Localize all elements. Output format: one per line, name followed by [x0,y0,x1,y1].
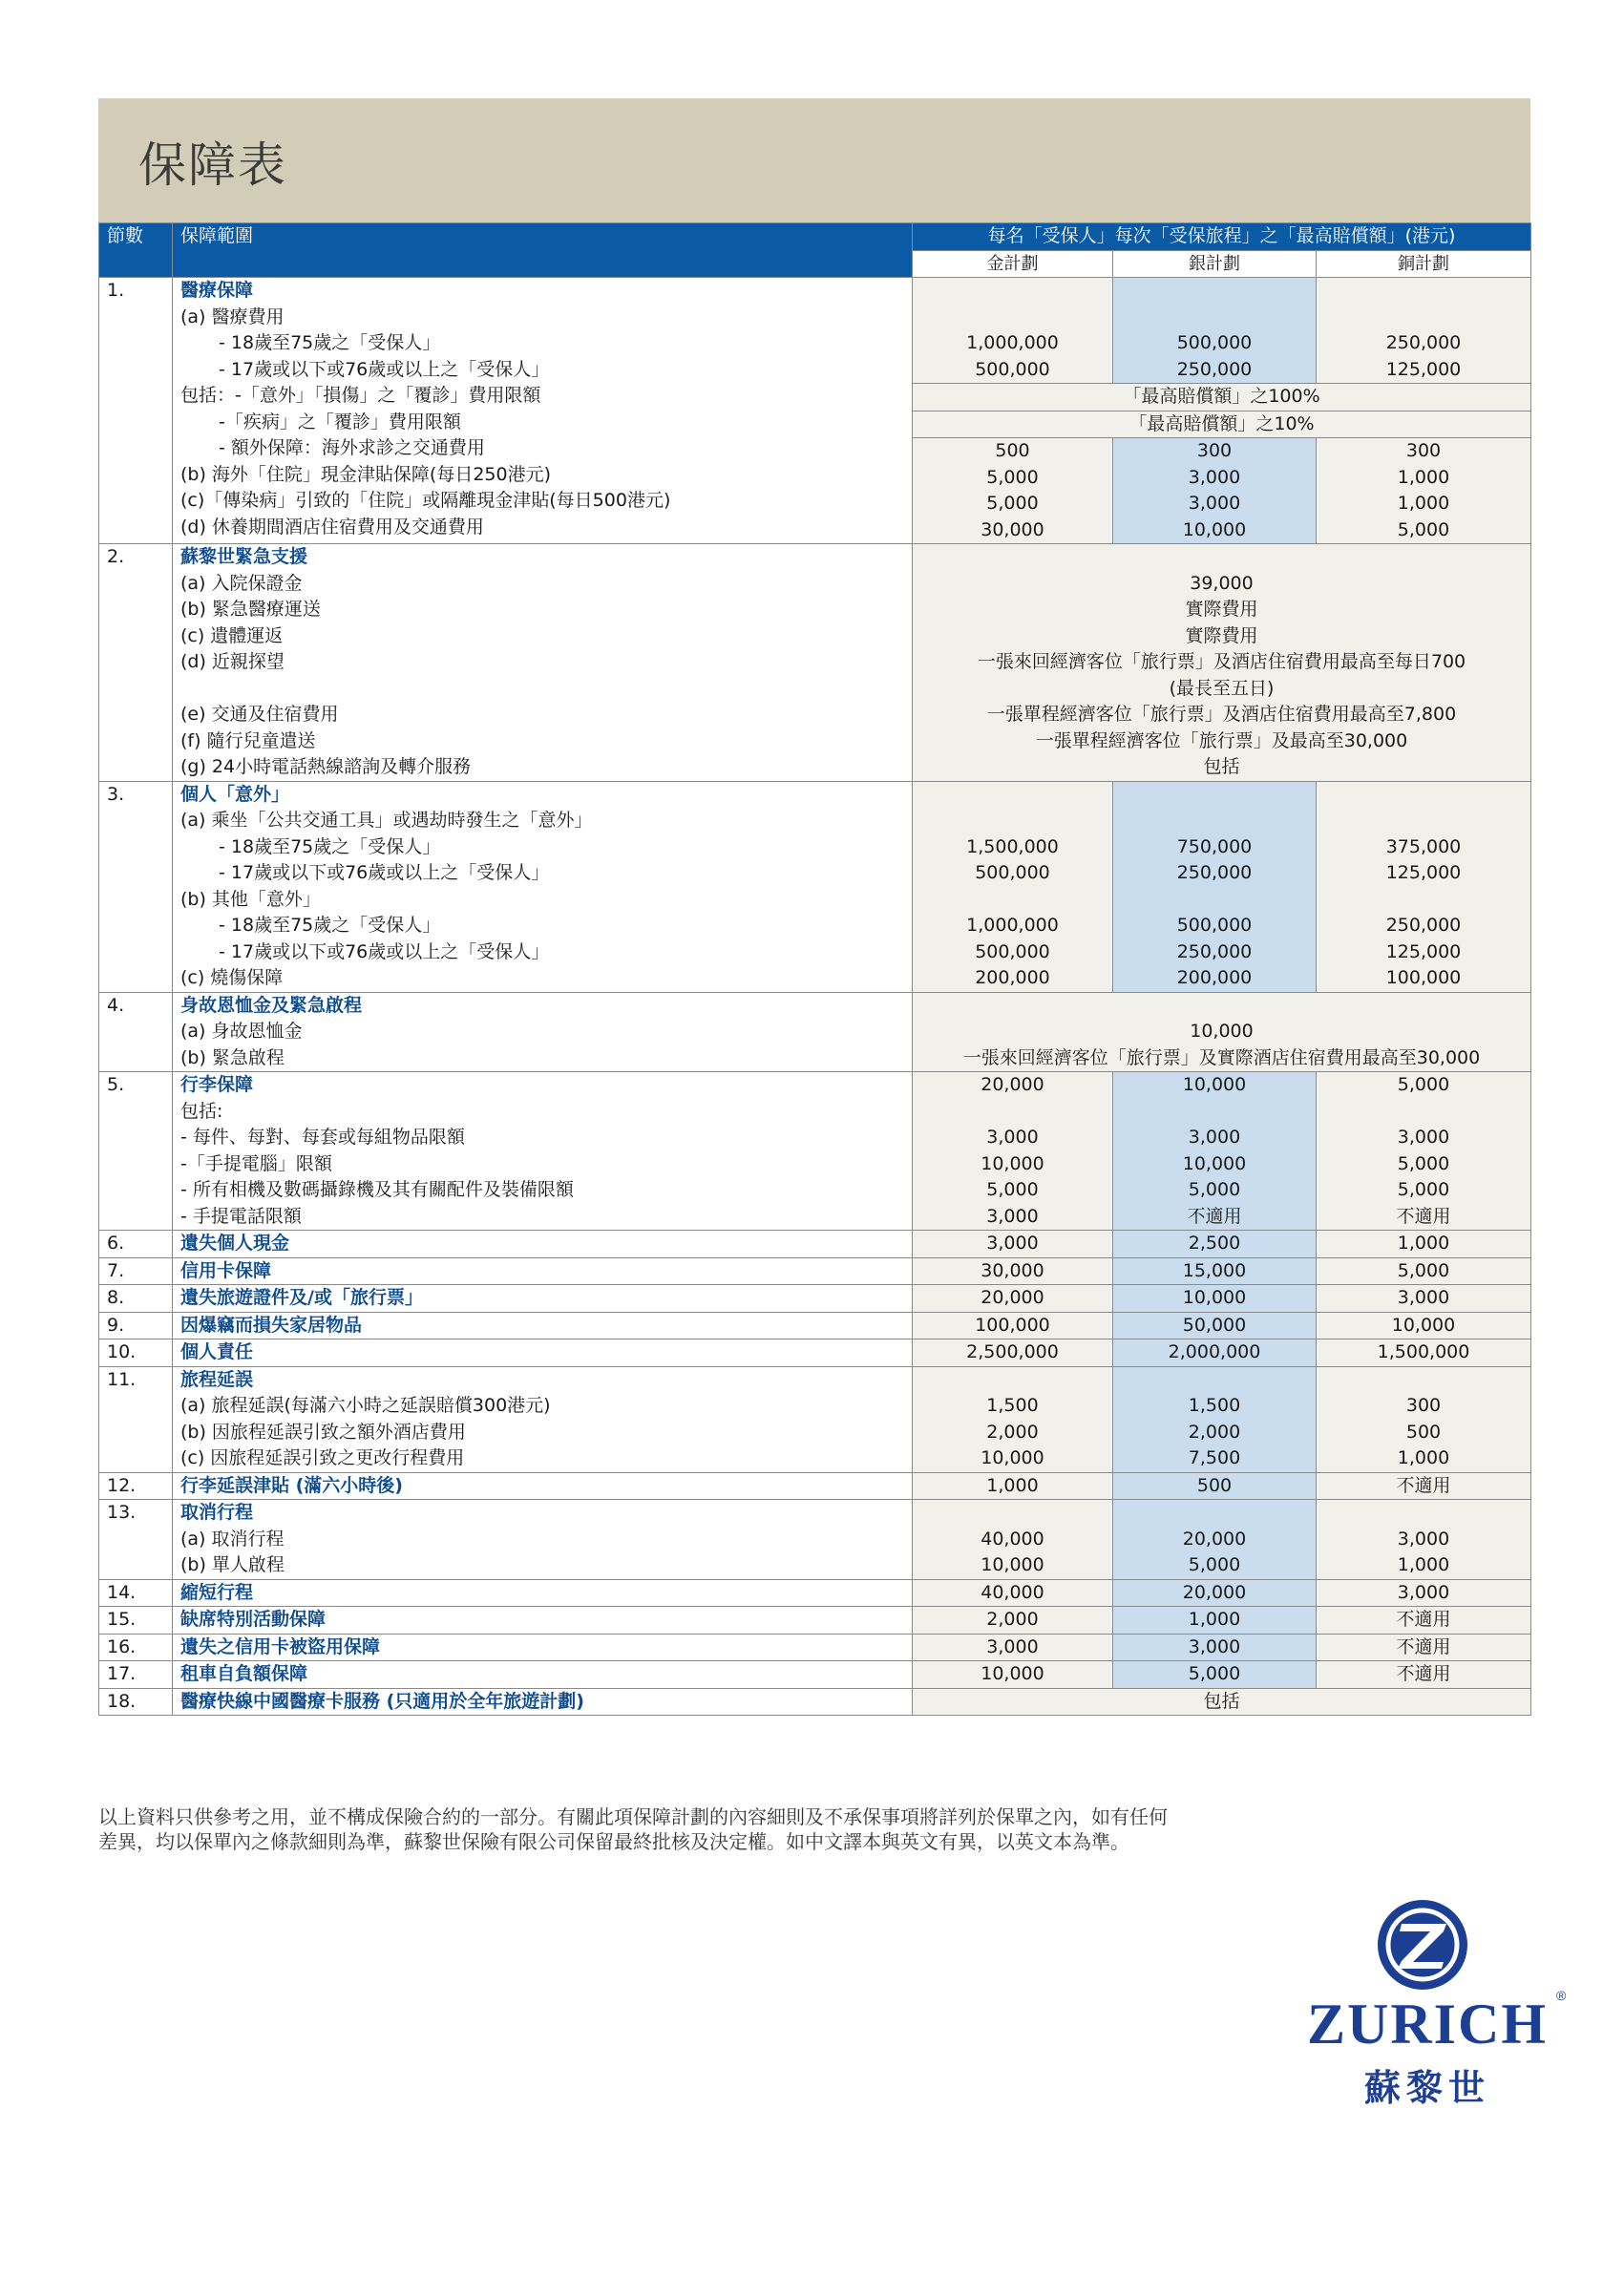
zurich-logo [1298,1895,1575,2124]
header-plan-bronze: 銅計劃 [1317,250,1531,278]
table-row [99,1231,1531,1258]
bronze-value: 300 500 1,000 [1317,1366,1531,1472]
scope-line: -「手提電腦」限額 [180,1152,332,1174]
silver-value: 2,000,000 [1113,1339,1317,1367]
silver-value: 10,000 3,000 10,000 5,000 不適用 [1113,1072,1317,1231]
gold-value: 1,000 [913,1472,1113,1500]
section-number: 10. [99,1339,173,1367]
bronze-value: 375,000 125,000 250,000 125,000 100,000 [1317,781,1531,992]
scope-line: (d) 近親探望 [180,651,285,672]
section-title: 縮短行程 [180,1581,254,1603]
footer-disclaimer [98,1804,1530,1854]
scope-line: (g) 24小時電話熱線諮詢及轉介服務 [180,756,472,777]
silver-value: 1,500 2,000 7,500 [1113,1366,1317,1472]
section-scope [173,1366,913,1472]
scope-line: (d) 休養期間酒店住宿費用及交通費用 [180,516,484,538]
scope-line: (a) 身故恩恤金 [180,1021,303,1042]
section-title: 個人責任 [180,1341,254,1362]
gold-value: 500 5,000 5,000 30,000 [913,438,1113,544]
scope-line: (e) 交通及住宿費用 [180,704,339,725]
section-scope [173,992,913,1072]
registered-mark: ® [1556,1988,1567,2003]
table-row [99,781,1531,992]
bronze-value: 5,000 [1317,1257,1531,1285]
section-number: 6. [99,1231,173,1258]
title-banner [98,98,1530,222]
section-number: 1. [99,278,173,544]
gold-value: 2,000 [913,1607,1113,1635]
scope-line: (b) 因旅程延誤引致之額外酒店費用 [180,1421,466,1443]
table-row [99,1257,1531,1285]
zurich-wordmark: ZURICH [1306,1993,1549,2056]
bronze-value: 1,000 [1317,1231,1531,1258]
silver-value: 3,000 [1113,1634,1317,1661]
bronze-value: 不適用 [1317,1634,1531,1661]
section-scope [173,278,913,544]
bronze-value: 不適用 [1317,1661,1531,1689]
section-scope [173,544,913,782]
header-max-compensation: 每名「受保人」每次「受保旅程」之「最高賠償額」(港元) [913,223,1531,251]
zurich-chinese-name: 蘇黎世 [1363,2067,1491,2109]
section-title: 信用卡保障 [180,1259,272,1281]
bronze-value: 3,000 [1317,1579,1531,1607]
header-plan-silver: 銀計劃 [1113,250,1317,278]
table-row [99,544,1531,782]
silver-value: 20,000 [1113,1579,1317,1607]
section-scope [173,1500,913,1580]
section-title: 身故恩恤金及緊急啟程 [180,994,363,1016]
scope-line: - 17歲或以下或76歲或以上之「受保人」 [219,940,550,962]
section-number: 2. [99,544,173,782]
section-number: 8. [99,1285,173,1313]
gold-value: 3,000 [913,1231,1113,1258]
scope-line: - 每件、每對、每套或每組物品限額 [180,1127,465,1148]
silver-value: 2,500 [1113,1231,1317,1258]
scope-line: - 18歲至75歲之「受保人」 [219,915,441,936]
section-title: 蘇黎世緊急支援 [180,546,308,567]
silver-value: 10,000 [1113,1285,1317,1313]
section-number: 15. [99,1607,173,1635]
scope-line: - 所有相機及數碼攝錄機及其有關配件及裝備限額 [180,1179,574,1200]
gold-value: 40,000 10,000 [913,1500,1113,1580]
section-title: 因爆竊而損失家居物品 [180,1314,363,1336]
table-row [99,1579,1531,1607]
merged-value: 39,000 實際費用 實際費用 一張來回經濟客位「旅行票」及酒店住宿費用最高至每日700 (最長至五日) 一張單程經濟客位「旅行票」及酒店住宿費用最高至7,800 一張單程經濟客位「旅行票」及最高至30,000 包括 [913,544,1531,782]
gold-value: 1,500,000 500,000 1,000,000 500,000 200,000 [913,781,1113,992]
scope-line: - 額外保障：海外求診之交通費用 [219,437,485,458]
table-row [99,992,1531,1072]
section-title: 遺失之信用卡被盜用保障 [180,1635,381,1657]
bronze-value: 3,000 [1317,1285,1531,1313]
benefits-table [98,222,1531,1716]
scope-line: (a) 旅程延誤(每滿六小時之延誤賠償300港元) [180,1395,551,1416]
silver-value: 50,000 [1113,1312,1317,1339]
scope-line: (a) 取消行程 [180,1528,285,1550]
scope-line: (b) 緊急醫療運送 [180,599,321,620]
section-title: 遺失個人現金 [180,1233,290,1254]
section-number: 18. [99,1688,173,1716]
gold-value: 1,000,000 500,000 [913,278,1113,384]
section-title: 個人「意外」 [180,783,290,805]
gold-value: 3,000 [913,1634,1113,1661]
bronze-value: 不適用 [1317,1607,1531,1635]
scope-line: (c) 遺體運返 [180,624,284,646]
bronze-value: 1,500,000 [1317,1339,1531,1367]
section-number: 13. [99,1500,173,1580]
scope-line: (b) 緊急啟程 [180,1046,285,1068]
table-row [99,1661,1531,1689]
header-section-number: 節數 [99,223,173,278]
table-row [99,1285,1531,1313]
table-row [99,1339,1531,1367]
scope-line: - 18歲至75歲之「受保人」 [219,835,441,857]
silver-value: 500 [1113,1472,1317,1500]
table-row [99,1634,1531,1661]
gold-value: 1,500 2,000 10,000 [913,1366,1113,1472]
gold-value: 2,500,000 [913,1339,1113,1367]
section-number: 9. [99,1312,173,1339]
section-number: 12. [99,1472,173,1500]
scope-line: (b) 海外「住院」現金津貼保障(每日250港元) [180,463,552,485]
gold-value: 30,000 [913,1257,1113,1285]
scope-line: - 17歲或以下或76歲或以上之「受保人」 [219,358,550,380]
scope-line: (c)「傳染病」引致的「住院」或隔離現金津貼(每日500港元) [180,490,671,511]
silver-value: 5,000 [1113,1661,1317,1689]
silver-value: 1,000 [1113,1607,1317,1635]
merged-value: 包括 [913,1688,1531,1716]
section-number: 7. [99,1257,173,1285]
section-title: 醫療快線中國醫療卡服務 (只適用於全年旅遊計劃) [180,1690,584,1712]
section-title: 旅程延誤 [180,1368,254,1390]
table-row [99,1500,1531,1580]
bronze-value: 3,000 1,000 [1317,1500,1531,1580]
silver-value: 750,000 250,000 500,000 250,000 200,000 [1113,781,1317,992]
section-title: 租車自負額保障 [180,1663,308,1684]
section-number: 17. [99,1661,173,1689]
bronze-value: 250,000 125,000 [1317,278,1531,384]
scope-line: (b) 單人啟程 [180,1554,285,1575]
footer-line: 以上資料只供參考之用，並不構成保險合約的一部分。有關此項保障計劃的內容細則及不承保事項將詳列於保單之內，如有任何 [98,1805,1168,1828]
zurich-z-icon [1298,1895,1575,2124]
section-number: 5. [99,1072,173,1231]
scope-line: (c) 因旅程延誤引致之更改行程費用 [180,1447,465,1468]
header-plan-gold: 金計劃 [913,250,1113,278]
section-number: 16. [99,1634,173,1661]
bronze-value: 5,000 3,000 5,000 5,000 不適用 [1317,1072,1531,1231]
merged-value: 「最高賠償額」之100% [913,384,1531,411]
gold-value: 100,000 [913,1312,1113,1339]
merged-value: 10,000 一張來回經濟客位「旅行票」及實際酒店住宿費用最高至30,000 [913,992,1531,1072]
scope-line: 包括：-「意外」「損傷」之「覆診」費用限額 [180,385,541,406]
section-number: 4. [99,992,173,1072]
section-number: 11. [99,1366,173,1472]
table-row [99,278,1531,384]
gold-value: 10,000 [913,1661,1113,1689]
header-scope: 保障範圍 [173,223,913,278]
section-title: 醫療保障 [180,280,254,301]
gold-value: 20,000 [913,1285,1113,1313]
section-number: 14. [99,1579,173,1607]
scope-line: (a) 乘坐「公共交通工具」或遇劫時發生之「意外」 [180,810,593,831]
scope-line: - 手提電話限額 [180,1205,302,1227]
table-row [99,1688,1531,1716]
table-row [99,1072,1531,1231]
scope-line: 包括: [180,1100,223,1122]
scope-line: (a) 入院保證金 [180,572,303,594]
table-header-row [99,223,1531,251]
silver-value: 500,000 250,000 [1113,278,1317,384]
scope-line: - 17歲或以下或76歲或以上之「受保人」 [219,862,550,883]
silver-value: 15,000 [1113,1257,1317,1285]
silver-value: 300 3,000 3,000 10,000 [1113,438,1317,544]
section-scope [173,781,913,992]
scope-line: -「疾病」之「覆診」費用限額 [219,411,461,432]
silver-value: 20,000 5,000 [1113,1500,1317,1580]
scope-line: (c) 燒傷保障 [180,967,284,988]
scope-line: (a) 醫療費用 [180,306,285,327]
table-row [99,1312,1531,1339]
scope-line: (f) 隨行兒童遣送 [180,729,316,751]
bronze-value: 10,000 [1317,1312,1531,1339]
bronze-value: 300 1,000 1,000 5,000 [1317,438,1531,544]
table-row [99,1607,1531,1635]
merged-value: 「最高賠償額」之10% [913,411,1531,438]
bronze-value: 不適用 [1317,1472,1531,1500]
section-scope [173,1072,913,1231]
section-title: 行李保障 [180,1074,254,1095]
gold-value: 20,000 3,000 10,000 5,000 3,000 [913,1072,1113,1231]
table-row [99,1472,1531,1500]
section-title: 缺席特別活動保障 [180,1609,327,1630]
footer-line: 差異，均以保單內之條款細則為準，蘇黎世保險有限公司保留最終批核及決定權。如中文譯本與英文有異，以英文本為準。 [98,1830,1129,1853]
section-number: 3. [99,781,173,992]
section-title: 遺失旅遊證件及/或「旅行票」 [180,1287,423,1308]
section-title: 取消行程 [180,1502,254,1523]
section-title: 行李延誤津貼 (滿六小時後) [180,1474,403,1496]
scope-line: (b) 其他「意外」 [180,888,321,910]
scope-line: - 18歲至75歲之「受保人」 [219,332,441,353]
page-title: 保障表 [138,137,287,193]
gold-value: 40,000 [913,1579,1113,1607]
table-row [99,1366,1531,1472]
